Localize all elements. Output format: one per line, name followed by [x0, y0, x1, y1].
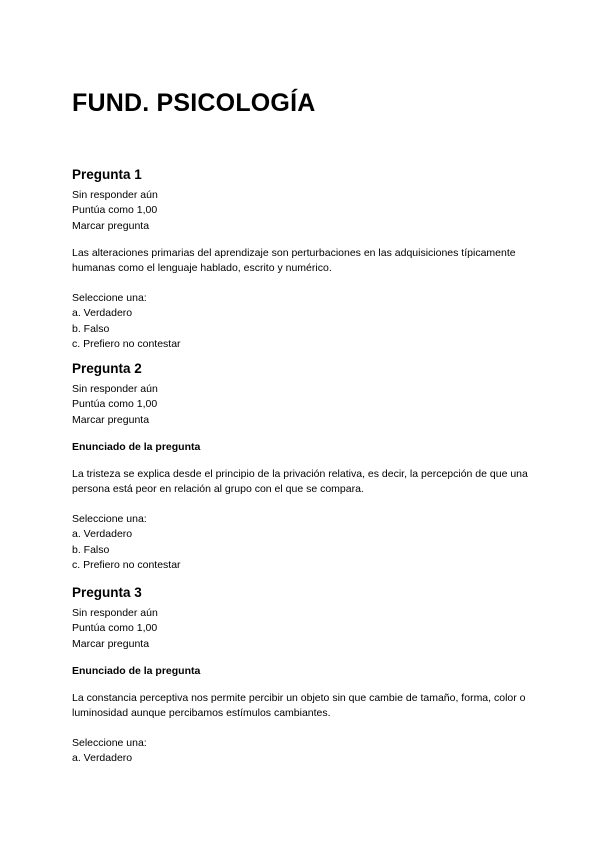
option-c[interactable]: c. Prefiero no contestar	[72, 558, 181, 571]
option-b[interactable]: b. Falso	[72, 543, 110, 556]
answer-options	[72, 751, 542, 766]
question-score: Puntúa como 1,00	[72, 622, 158, 635]
question-3	[72, 584, 542, 767]
question-heading: Pregunta 3	[72, 585, 142, 600]
answer-options	[72, 306, 542, 352]
question-heading: Pregunta 1	[72, 167, 142, 182]
option-a[interactable]: a. Verdadero	[72, 752, 133, 765]
option-c[interactable]: c. Prefiero no contestar	[72, 337, 181, 350]
question-heading: Pregunta 2	[72, 361, 142, 376]
question-text: Las alteraciones primarias del aprendizaje son perturbaciones en las adquisiciones típicamente humanas como el lenguaje hablado, escrito y numérico.	[72, 246, 516, 275]
option-b[interactable]: b. Falso	[72, 322, 110, 335]
question-text: La constancia perceptiva nos permite percibir un objeto sin que cambie de tamaño, forma, color o luminosidad aunque percibamos estímulos cambiantes.	[72, 691, 526, 720]
flag-question-link[interactable]: Marcar pregunta	[72, 219, 150, 232]
question-1	[72, 166, 542, 352]
question-meta	[72, 606, 542, 652]
question-2	[72, 360, 542, 573]
question-score: Puntúa como 1,00	[72, 204, 158, 217]
question-meta	[72, 188, 542, 234]
answer-options	[72, 527, 542, 573]
question-status: Sin responder aún	[72, 383, 158, 395]
question-meta	[72, 382, 542, 428]
select-label: Seleccione una:	[72, 513, 147, 526]
question-text: La tristeza se explica desde el principio de la privación relativa, es decir, la percepción de que una persona está peor en relación al grupo con el que se compara.	[72, 467, 528, 496]
question-stem-label: Enunciado de la pregunta	[72, 664, 201, 677]
flag-question-link[interactable]: Marcar pregunta	[72, 637, 150, 650]
question-score: Puntúa como 1,00	[72, 398, 158, 411]
select-label: Seleccione una:	[72, 737, 147, 750]
flag-question-link[interactable]: Marcar pregunta	[72, 413, 150, 426]
question-status: Sin responder aún	[72, 189, 158, 201]
question-status: Sin responder aún	[72, 607, 158, 619]
select-label: Seleccione una:	[72, 292, 147, 305]
page-title: FUND. PSICOLOGÍA	[72, 89, 316, 117]
question-stem-label: Enunciado de la pregunta	[72, 440, 201, 453]
option-a[interactable]: a. Verdadero	[72, 528, 133, 541]
option-a[interactable]: a. Verdadero	[72, 307, 133, 320]
